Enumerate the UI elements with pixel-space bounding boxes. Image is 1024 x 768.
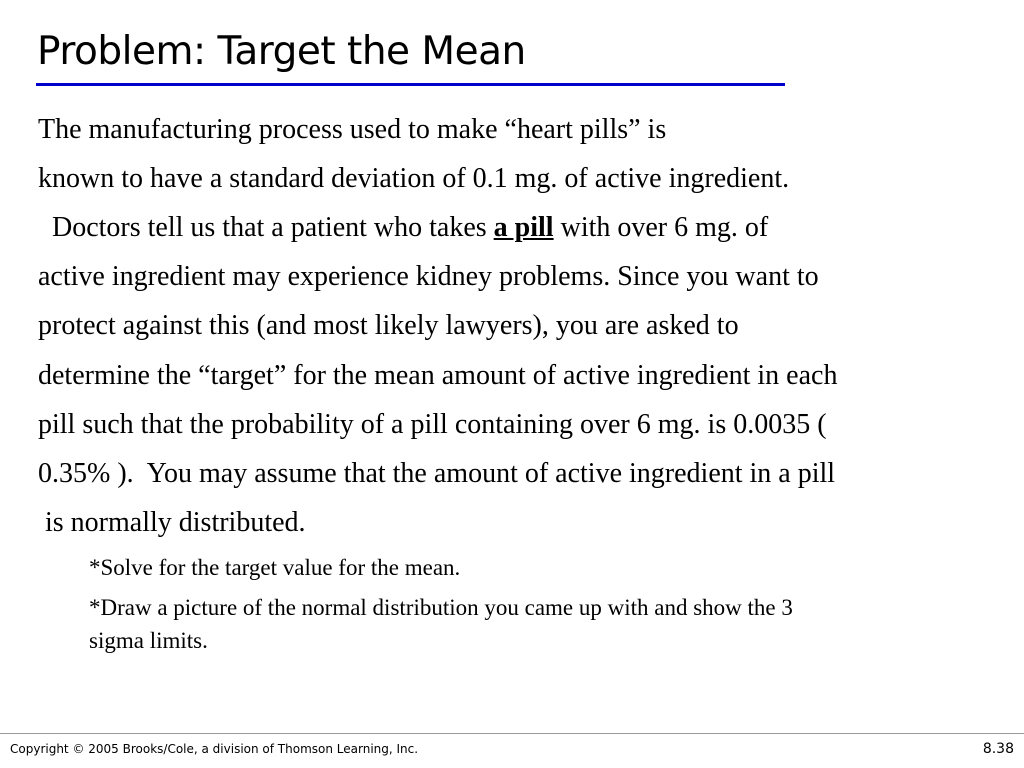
paragraph-line: active ingredient may experience kidney problems. Since you want to: [38, 261, 819, 292]
task-item-continuation: sigma limits.: [89, 628, 208, 653]
paragraph-line: determine the “target” for the mean amount of active ingredient in each: [38, 360, 838, 391]
paragraph-text: Doctors tell us that a patient who takes: [38, 212, 494, 243]
paragraph-line: known to have a standard deviation of 0.1 mg. of active ingredient.: [38, 163, 790, 194]
paragraph-line: The manufacturing process used to make “heart pills” is: [38, 114, 667, 145]
footer-divider: [0, 733, 1024, 734]
emphasized-text: a pill: [493, 212, 554, 243]
paragraph-line: [38, 211, 768, 245]
copyright-notice: Copyright © 2005 Brooks/Cole, a division of Thomson Learning, Inc.: [10, 742, 419, 756]
task-item: *Draw a picture of the normal distribution you came up with and show the 3: [89, 595, 793, 620]
page-number: 8.38: [982, 741, 1014, 757]
paragraph-text: with over 6 mg. of: [553, 212, 769, 243]
paragraph-line: protect against this (and most likely lawyers), you are asked to: [38, 310, 739, 341]
slide-title: Problem: Target the Mean: [37, 29, 526, 74]
paragraph-line: is normally distributed.: [38, 507, 306, 538]
paragraph-line: 0.35% ). You may assume that the amount of active ingredient in a pill: [38, 458, 836, 489]
paragraph-line: pill such that the probability of a pill containing over 6 mg. is 0.0035 (: [38, 409, 827, 440]
title-underline-rule: [36, 83, 785, 86]
task-item: *Solve for the target value for the mean.: [89, 555, 461, 580]
